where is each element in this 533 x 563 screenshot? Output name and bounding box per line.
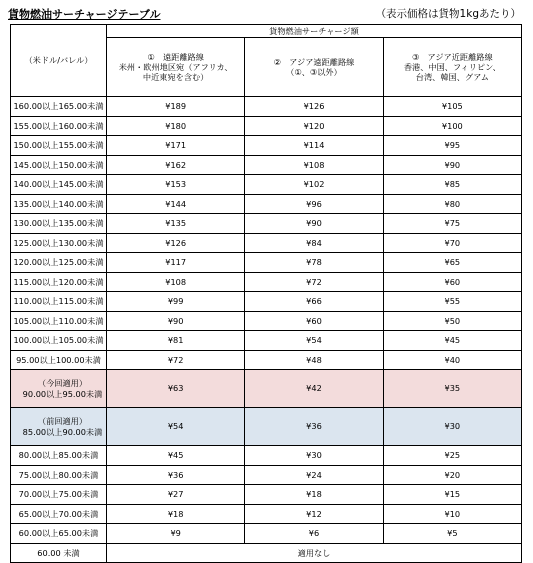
surcharge-value: ¥45 bbox=[383, 331, 521, 351]
surcharge-value: ¥90 bbox=[383, 155, 521, 175]
surcharge-value: ¥126 bbox=[245, 97, 383, 117]
range-cell bbox=[11, 465, 107, 485]
table-row bbox=[11, 350, 522, 370]
range-label: 145.00以上150.00未満 bbox=[13, 159, 104, 170]
table-row bbox=[11, 446, 522, 466]
range-cell bbox=[11, 370, 107, 408]
range-label: 90.00以上95.00未満 bbox=[22, 388, 103, 399]
surcharge-value: ¥12 bbox=[245, 504, 383, 524]
surcharge-value: ¥5 bbox=[383, 524, 521, 544]
range-cell bbox=[11, 331, 107, 351]
surcharge-value: ¥114 bbox=[245, 136, 383, 156]
group-header-label: 貨物燃油サーチャージ額 bbox=[269, 25, 359, 36]
surcharge-value: ¥126 bbox=[107, 233, 245, 253]
surcharge-value: ¥90 bbox=[107, 311, 245, 331]
range-cell bbox=[11, 524, 107, 544]
surcharge-value: ¥78 bbox=[245, 253, 383, 273]
surcharge-value: ¥95 bbox=[383, 136, 521, 156]
range-cell bbox=[11, 504, 107, 524]
surcharge-value: ¥66 bbox=[245, 292, 383, 312]
surcharge-value: ¥72 bbox=[107, 350, 245, 370]
range-cell bbox=[11, 214, 107, 234]
surcharge-value: ¥35 bbox=[383, 370, 521, 408]
unit-header-cell bbox=[11, 25, 107, 97]
table-row bbox=[11, 272, 522, 292]
range-label: 130.00以上135.00未満 bbox=[13, 218, 104, 229]
range-cell bbox=[11, 272, 107, 292]
range-cell bbox=[11, 175, 107, 195]
surcharge-value: ¥45 bbox=[107, 446, 245, 466]
surcharge-value: ¥84 bbox=[245, 233, 383, 253]
table-row bbox=[11, 116, 522, 136]
surcharge-value: ¥6 bbox=[245, 524, 383, 544]
group-header-cell bbox=[107, 25, 522, 38]
range-label: 100.00以上105.00未満 bbox=[13, 335, 104, 346]
range-label: 85.00以上90.00未満 bbox=[22, 426, 103, 437]
surcharge-value: ¥54 bbox=[107, 408, 245, 446]
column-header-line: 香港、中国、フィリピン、 bbox=[403, 61, 501, 72]
range-label: 150.00以上155.00未満 bbox=[13, 140, 104, 151]
range-cell bbox=[11, 194, 107, 214]
surcharge-value: ¥81 bbox=[107, 331, 245, 351]
surcharge-value: ¥153 bbox=[107, 175, 245, 195]
range-label: 65.00以上70.00未満 bbox=[18, 508, 99, 519]
page-title: 貨物燃油サーチャージテーブル bbox=[8, 8, 161, 21]
surcharge-value: ¥18 bbox=[107, 504, 245, 524]
table-row bbox=[11, 331, 522, 351]
table-row bbox=[11, 408, 522, 446]
table-row-last bbox=[11, 543, 522, 563]
header-row-top bbox=[11, 25, 522, 38]
table-row bbox=[11, 485, 522, 505]
range-cell bbox=[11, 446, 107, 466]
range-cell bbox=[11, 311, 107, 331]
range-label: 95.00以上100.00未満 bbox=[16, 354, 101, 365]
surcharge-value: ¥117 bbox=[107, 253, 245, 273]
range-cell: 60.00 未満 bbox=[11, 543, 107, 563]
surcharge-value: ¥96 bbox=[245, 194, 383, 214]
range-cell bbox=[11, 350, 107, 370]
table-row bbox=[11, 97, 522, 117]
table-row bbox=[11, 233, 522, 253]
table-row bbox=[11, 175, 522, 195]
surcharge-value: ¥63 bbox=[107, 370, 245, 408]
surcharge-value: ¥15 bbox=[383, 485, 521, 505]
applied-tag: （今回適用） bbox=[37, 378, 88, 389]
surcharge-value: ¥27 bbox=[107, 485, 245, 505]
range-label: 140.00以上145.00未満 bbox=[13, 179, 104, 190]
surcharge-value: ¥171 bbox=[107, 136, 245, 156]
column-header-cell bbox=[383, 38, 521, 97]
surcharge-value: ¥50 bbox=[383, 311, 521, 331]
surcharge-value: ¥80 bbox=[383, 194, 521, 214]
table-row bbox=[11, 370, 522, 408]
surcharge-value: ¥30 bbox=[383, 408, 521, 446]
surcharge-value: ¥72 bbox=[245, 272, 383, 292]
surcharge-value: ¥189 bbox=[107, 97, 245, 117]
surcharge-value: ¥55 bbox=[383, 292, 521, 312]
surcharge-value: ¥9 bbox=[107, 524, 245, 544]
surcharge-value: ¥144 bbox=[107, 194, 245, 214]
range-label: 70.00以上75.00未満 bbox=[18, 489, 99, 500]
range-cell bbox=[11, 116, 107, 136]
column-header-line: 中近東宛を含む） bbox=[142, 72, 209, 83]
surcharge-value: ¥36 bbox=[245, 408, 383, 446]
surcharge-value: ¥70 bbox=[383, 233, 521, 253]
column-header-line: ③ アジア近距離路線 bbox=[411, 51, 493, 62]
range-cell bbox=[11, 292, 107, 312]
range-cell bbox=[11, 97, 107, 117]
range-label: 115.00以上120.00未満 bbox=[13, 276, 104, 287]
surcharge-value: ¥135 bbox=[107, 214, 245, 234]
surcharge-value: ¥108 bbox=[107, 272, 245, 292]
surcharge-value: ¥90 bbox=[245, 214, 383, 234]
surcharge-value: ¥60 bbox=[245, 311, 383, 331]
range-cell bbox=[11, 253, 107, 273]
range-label: 80.00以上85.00未満 bbox=[18, 450, 99, 461]
surcharge-value: ¥24 bbox=[245, 465, 383, 485]
table-row bbox=[11, 253, 522, 273]
range-label: 125.00以上130.00未満 bbox=[13, 237, 104, 248]
surcharge-value: ¥99 bbox=[107, 292, 245, 312]
column-header-line: 台湾、韓国、グアム bbox=[415, 72, 489, 83]
range-cell bbox=[11, 233, 107, 253]
surcharge-value: ¥108 bbox=[245, 155, 383, 175]
range-label: 75.00以上80.00未満 bbox=[18, 469, 99, 480]
surcharge-value: ¥40 bbox=[383, 350, 521, 370]
surcharge-value: ¥102 bbox=[245, 175, 383, 195]
range-label: 120.00以上125.00未満 bbox=[13, 257, 104, 268]
surcharge-value: ¥20 bbox=[383, 465, 521, 485]
surcharge-value: ¥30 bbox=[245, 446, 383, 466]
table-row bbox=[11, 194, 522, 214]
range-cell bbox=[11, 155, 107, 175]
table-row bbox=[11, 292, 522, 312]
range-cell bbox=[11, 408, 107, 446]
surcharge-table bbox=[10, 24, 522, 563]
surcharge-value: ¥75 bbox=[383, 214, 521, 234]
table-row bbox=[11, 504, 522, 524]
surcharge-value: ¥162 bbox=[107, 155, 245, 175]
not-applicable-cell: 適用なし bbox=[107, 543, 522, 563]
surcharge-value: ¥54 bbox=[245, 331, 383, 351]
surcharge-value: ¥60 bbox=[383, 272, 521, 292]
range-label: 160.00以上165.00未満 bbox=[13, 101, 104, 112]
range-cell bbox=[11, 136, 107, 156]
surcharge-value: ¥180 bbox=[107, 116, 245, 136]
surcharge-value: ¥65 bbox=[383, 253, 521, 273]
column-header-cell bbox=[245, 38, 383, 97]
surcharge-value: ¥18 bbox=[245, 485, 383, 505]
range-label: 155.00以上160.00未満 bbox=[13, 120, 104, 131]
table-row bbox=[11, 465, 522, 485]
surcharge-value: ¥36 bbox=[107, 465, 245, 485]
column-header-cell bbox=[107, 38, 245, 97]
surcharge-value: ¥100 bbox=[383, 116, 521, 136]
range-label: 60.00以上65.00未満 bbox=[18, 528, 99, 539]
column-header-line: ① 遠距離路線 bbox=[147, 51, 204, 62]
range-cell bbox=[11, 485, 107, 505]
unit-header-label: （米ドル/バレル） bbox=[24, 55, 93, 66]
surcharge-value: ¥25 bbox=[383, 446, 521, 466]
range-label: 135.00以上140.00未満 bbox=[13, 198, 104, 209]
table-row bbox=[11, 214, 522, 234]
column-header-line: ② アジア遠距離路線 bbox=[273, 56, 355, 67]
column-header-line: 米州・欧州地区宛（アフリカ、 bbox=[118, 61, 233, 72]
surcharge-value: ¥10 bbox=[383, 504, 521, 524]
range-label: 110.00以上115.00未満 bbox=[13, 296, 104, 307]
surcharge-value: ¥42 bbox=[245, 370, 383, 408]
surcharge-value: ¥85 bbox=[383, 175, 521, 195]
surcharge-value: ¥120 bbox=[245, 116, 383, 136]
table-row bbox=[11, 524, 522, 544]
table-row bbox=[11, 311, 522, 331]
column-header-line: （①、③以外） bbox=[286, 67, 342, 77]
surcharge-value: ¥48 bbox=[245, 350, 383, 370]
applied-tag: （前回適用） bbox=[37, 416, 88, 427]
range-label: 105.00以上110.00未満 bbox=[13, 315, 104, 326]
table-row bbox=[11, 155, 522, 175]
surcharge-value: ¥105 bbox=[383, 97, 521, 117]
unit-note: （表示価格は貨物1kgあたり） bbox=[375, 8, 521, 20]
table-row bbox=[11, 136, 522, 156]
